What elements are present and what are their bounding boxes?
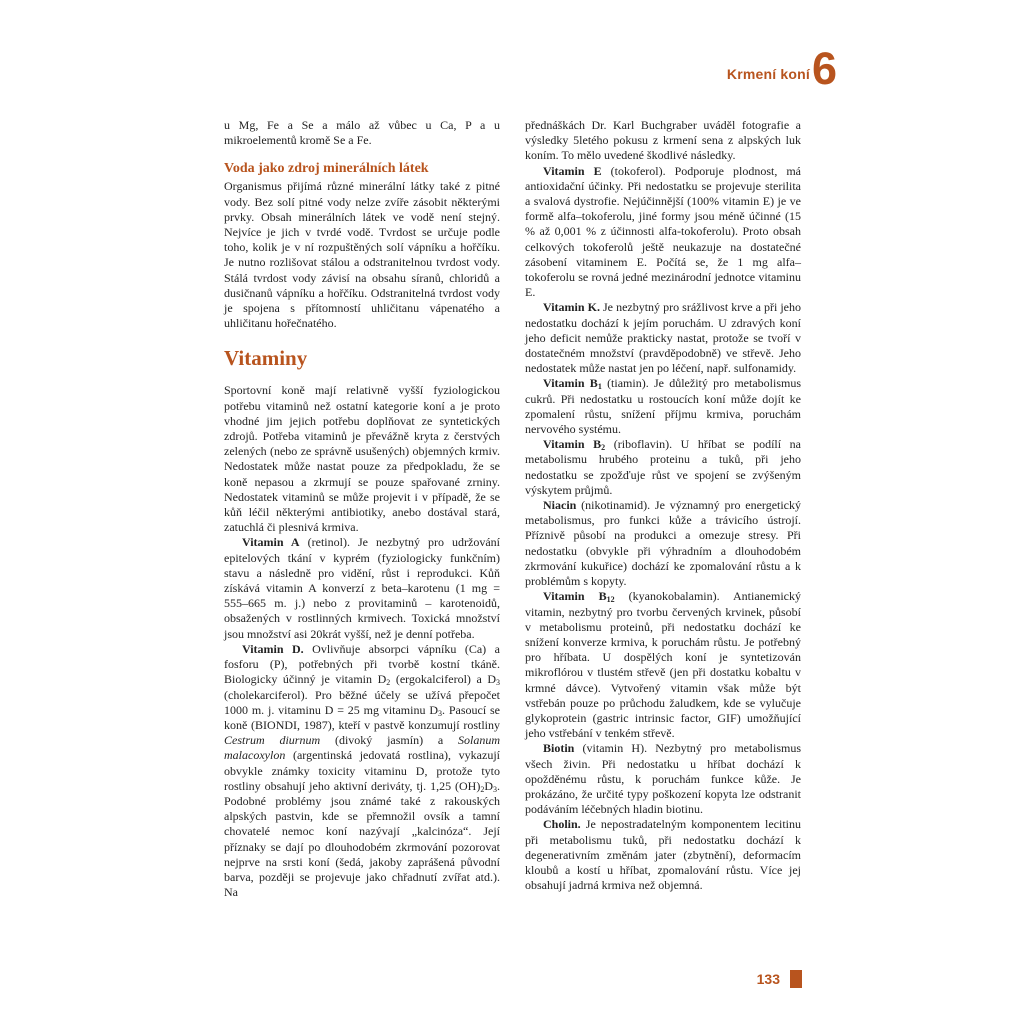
vitamin-d-text-1: Ovlivňuje absorpci vápníku (Ca) a fosforu (P), potřebných při tvorbě kostní tkáně. Biologicky účinný je vitamin D	[224, 641, 500, 687]
plant-name: Solanum malacoxylon	[224, 733, 501, 763]
vitamin-b12-term: Vitamin $B_{12}$	[543, 589, 615, 605]
vitamin-b1-paragraph	[525, 376, 801, 437]
vitamin-k-paragraph	[525, 300, 801, 376]
subscript: 3	[493, 784, 497, 794]
vitamin-d-text-6: (argentinská jedovatá rostlina), vykazují obvykle známky toxicity vitaminu D, protože tyto rostliny obsahují jeho aktivní deriváty, tj. 1,25 (OH)	[224, 748, 500, 793]
vitamin-d-term: Vitamin D.	[242, 641, 304, 656]
vitamin-a-paragraph	[224, 535, 500, 641]
vitamin-k-text: Je nezbytný pro srážlivost krve a při jeho nedostatku dochází k jejím poruchám. U zdravých koní jeho deficit nemůže prakticky nastat, protože se tvoří v dostatečném množství (pravděpodobně) ve střevě. Jeho nedostatek může nastat jen po léčení, např. sulfonamidy.	[525, 300, 802, 376]
vitamin-d-text-3: (cholekarciferol). Pro běžné účely se užívá přepočet 1000 m. j. vitaminu D = 25 mg vitaminu D	[224, 687, 500, 717]
vitamin-d-label: D	[484, 778, 493, 793]
vitamin-d-text-5: (divoký jasmín) a	[334, 733, 444, 748]
biotin-text: (vitamin H). Nezbytný pro metabolismus všech živin. Při nedostatku u hříbat dochází k opožděnému růstu, k poruchám funkce kůže. Je prokázáno, že určité typy poškození kopyta lze odstranit podáváním léčebných hladin biotinu.	[525, 741, 801, 817]
vitamin-a-term: Vitamin A	[242, 535, 300, 550]
vitamin-b12-paragraph	[525, 589, 801, 741]
page-number: 133	[756, 971, 780, 987]
vitamins-heading: Vitaminy	[224, 346, 308, 371]
vitamin-d-text-2: (ergokalciferol) a D	[395, 672, 497, 687]
subscript: 2	[480, 784, 485, 794]
vitamin-b1-text: (tiamin). Je důležitý pro metabolismus cukrů. Při nedostatku u rostoucích koní může dojít ke zpomalení růstu, snížení příjmu krmiva, poruchám nervového systému.	[525, 376, 802, 437]
vitamin-k-term: Vitamin K.	[543, 300, 600, 315]
vitamin-d-text-7: Podobné problémy jsou známé také z rakouských alpských pastvin, kde se přemnožil ovsík a tamní chovatelé nemoc koní nazývají „kalcinóza“. Její příznaky se dají po dlouhodobém zkrmování pozorovat nejprve na srsti koní (šedá, jakoby zaprášená původní barva, později se projevuje jako chřadnutí zvířat atd.). Na	[224, 793, 500, 900]
vitamin-b12-text: (kyanokobalamin). Antianemický vitamin, nezbytný pro tvorbu červených krvinek, působí v metabolismu proteinů, při nedostatku dochází ke snížení konverze krmiva, k poruchám růstu. Je potřebný pro hříbata. U dospělých koní je syntetizován mikroflórou v tlustém střevě (jen při dostatku kobaltu v krmné dávce). Vytvořený vitamin však může být vstřebán pouze po průchodu žaludkem, kde se vylučuje glykoprotein (gastric intrinsic factor, GIF) umožňující jeho vstřebání v tenkém střevě.	[525, 589, 801, 741]
biotin-paragraph	[525, 741, 801, 817]
niacin-term: Niacin	[543, 498, 577, 513]
cholin-text: Je nepostradatelným komponentem lecitinu při metabolismu tuků, při nedostatku dochází k degenerativním změnám jater (zbytnění), deformacím kloubů a kostí u hříbat, zpomalování růstu. Více jej obsahují jadrná krmiva než objemná.	[525, 817, 801, 893]
vitamin-d-paragraph: Vitamin D. Ovlivňuje absorpci vápníku (Ca) a fosforu (P), potřebných při tvorbě kostní tkáně. Biologicky účinný je vitamin $D_2$ (ergokalciferol) a $D_3$ (cholekarciferol). Pro běžné účely se užívá přepočet 1000 m. j. vitaminu D = 25 mg vitaminu $D_3$. Pasoucí se koně (BIONDI, 1987), kteří v pastvě konzumují rostliny Cestrum diurnum (divoký jasmín) a Solanum malacoxylon (argentinská jedovatá rostlina), vykazují obvykle známky toxicity vitaminu D, protože tyto rostliny obsahují jeho aktivní deriváty, tj. 1,25 $(OH)_2D_3$. Podobné problémy jsou známé také z rakouských alpských pastvin, kde se přemnožil ovsík a tamní chovatelé nemoc koní nazývají „kalcinóza“. Její příznaky se dají po dlouhodobém zkrmování pozorovat nejprve na srsti koní (šedá, jakoby zaprášená původní barva, později se projevuje jako chřadnutí zvířat atd.). Na	[224, 641, 501, 900]
water-heading: Voda jako zdroj minerálních látek	[224, 161, 429, 177]
intro-paragraph: u Mg, Fe a Se a málo až vůbec u Ca, P a u mikroelementů kromě Se a Fe.	[224, 118, 500, 148]
continuation-paragraph: přednáškách Dr. Karl Buchgraber uváděl fotografie a výsledky 5letého pokusu z krmení sena z alpských luk koním. To mělo uvedené škodlivé následky.	[525, 118, 801, 163]
vitamin-b1-term: Vitamin $B_1$	[543, 376, 602, 392]
left-column	[224, 118, 500, 900]
vitamin-e-paragraph	[525, 164, 801, 301]
vitamin-b2-term: Vitamin $B_2$	[543, 437, 606, 453]
plant-name: Cestrum diurnum	[224, 733, 321, 748]
chapter-number: 6	[811, 43, 837, 94]
vitamins-paragraph: Sportovní koně mají relativně vyšší fyziologickou potřebu vitaminů než ostatní kategorie koní a je proto vhodné jim jejich potřebu doplňovat ze syntetických zdrojů. Potřeba vitaminů je převážně kryta z čerstvých zelených (nebo ze správně usušených) objemných krmiv. Nedostatek může nastat pouze za předpokladu, že se koně nepasou a zkrmují se pouze spařované zrniny. Nedostatek vitaminů se může projevit i v případě, že se kůň léčil některými antibiotiky, anebo dostával stará, zatuchlá či plesnivá krmiva.	[224, 383, 500, 535]
vitamin-e-text: (tokoferol). Podporuje plodnost, má antioxidační účinky. Při nedostatku se projevuje sterilita a svalová dystrofie. Nejúčinnější (100% vitamin E) je ve formě alfa–tokoferolu, jiné formy jsou méně účinné (15 % až 0,001 % z účinnosti alfa-tokoferolu). Proto obsah celkových tokoferolů ještě neukazuje na dostatečné zásobení vitaminem E. Počítá se, že 1 mg alfa–tokoferolu se rovná jedné mezinárodní jednotce vitaminu E.	[525, 163, 802, 300]
vitamin-d-text-4: . Pasoucí se koně (BIONDI, 1987), kteří v pastvě konzumují rostliny	[224, 702, 500, 732]
niacin-paragraph	[525, 498, 801, 589]
cholin-term: Cholin.	[543, 817, 581, 832]
niacin-text: (nikotinamid). Je významný pro energetický metabolismus, pro funkci kůže a trávicího ústrojí. Příznivě působí na produkci a omezuje stresy. Při nedostatku (obvykle při výhradním a dlouhodobém zkrmování kukuřice) dochází ke zpomalování růstu a k problémům s kopyty.	[525, 498, 802, 589]
subscript: 3	[437, 708, 442, 718]
water-paragraph: Organismus přijímá různé minerální látky také z pitné vody. Bez solí pitné vody nelze zvíře zásobit některými prvky. Obsah minerálních látek ve vodě není stejný. Nejvíce je jich v tvrdé vodě. Tvrdost se určuje podle toho, kolik je v ní rozpuštěných solí vápníku a hořčíku. Je nutno rozlišovat stálou a odstranitelnou tvrdost vody. Stálá tvrdost vody závisí na obsahu síranů, chloridů a dusičnanů vápníku a hořčíku. Odstranitelná tvrdost vody je spojena s přítomností uhličitanu vápenatého a uhličitanu hořečnatého.	[224, 179, 500, 331]
biotin-term: Biotin	[543, 741, 575, 756]
chapter-title: Krmení koní	[726, 66, 810, 82]
subscript: 3	[496, 678, 501, 688]
page-marker	[790, 970, 802, 988]
vitamin-b2-paragraph	[525, 437, 801, 498]
subscript: 2	[386, 678, 391, 688]
vitamin-b2-text: (riboflavin). U hříbat se podílí na metabolismu hrubého proteinu a tuků, při jeho nedostatku se zpožďuje růst ve spojení se zvýšeným výskytem průjmů.	[525, 437, 802, 497]
vitamin-a-text: (retinol). Je nezbytný pro udržování epitelových tkání v kyprém (fyziologicky funkčním) stavu a následně pro vidění, růst i reprodukci. Kůň získává vitamin A konverzí z beta–karotenu (1 mg = 555–665 m. j.) nebo z provitaminů – karotenoidů, obsažených v rostlinných krmivech. Toxická množství jsou množství asi 20krát vyšší, než je denní potřeba.	[224, 535, 501, 641]
right-column	[525, 118, 801, 893]
cholin-paragraph	[525, 817, 801, 893]
vitamin-e-term: Vitamin E	[543, 163, 602, 178]
